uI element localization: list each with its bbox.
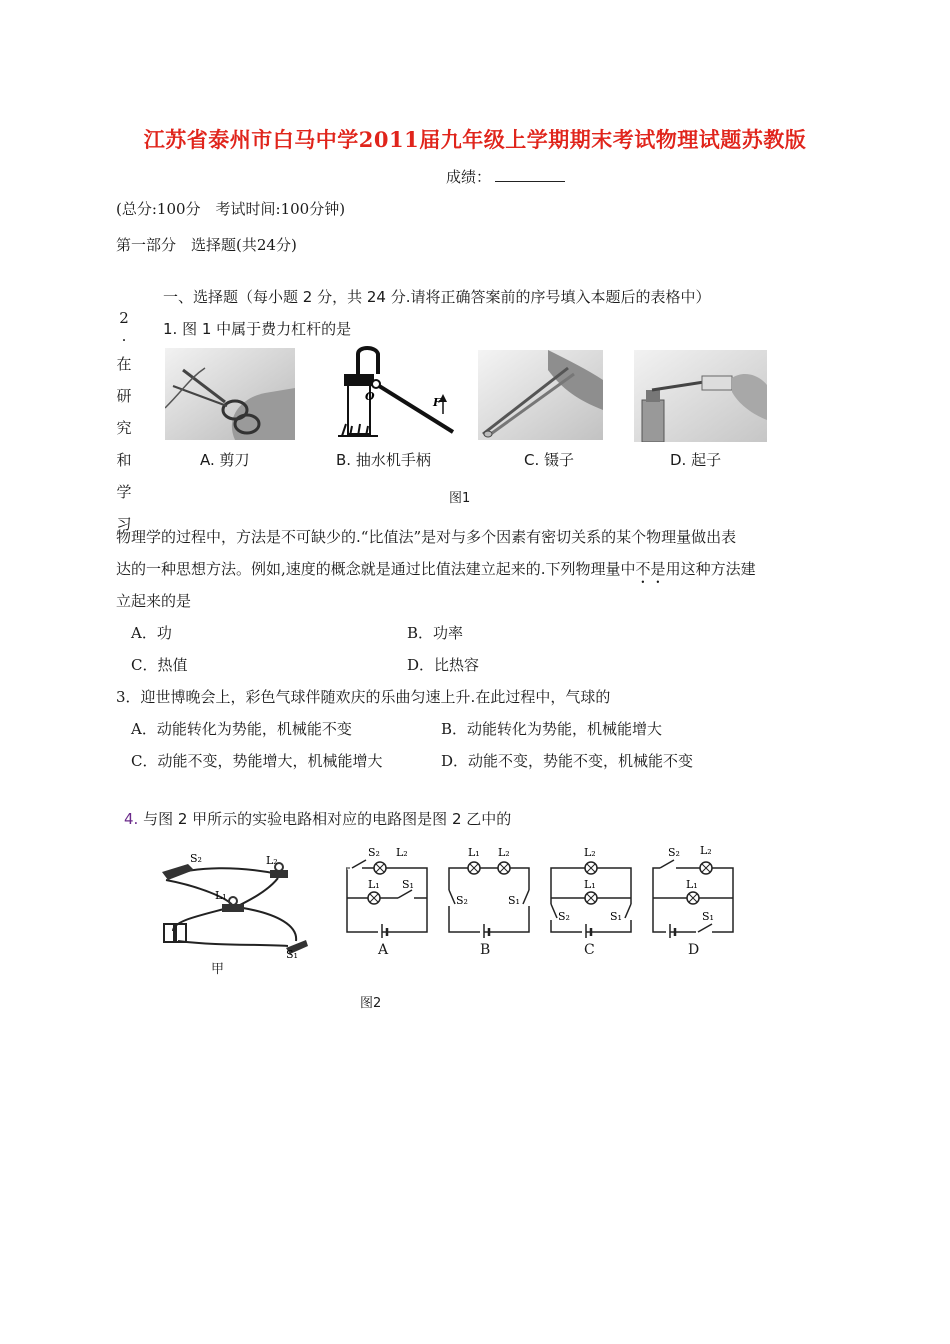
figure-2-caption: 图2	[360, 996, 382, 1011]
jia-l2-label: L₂	[266, 854, 278, 867]
q1-option-b: B. 抽水机手柄	[336, 451, 431, 469]
q4-number: 4.	[124, 810, 139, 828]
q2-line-2-pre: 达的一种思想方法。例如,速度的概念就是通过比值法建立起来的.下列物理量中	[116, 560, 636, 578]
figure-1-caption: 图1	[449, 491, 471, 506]
circuit-a-label: A	[378, 942, 389, 958]
q2-line-2-post: 用这种方法建	[665, 560, 756, 578]
q2-line-3: 立起来的是	[116, 592, 192, 610]
circuit-c-label: C	[584, 942, 595, 958]
pivot-label: O	[365, 390, 375, 403]
q3-stem: 3．迎世博晚会上，彩色气球伴随欢庆的乐曲匀速上升.在此过程中，气球的	[116, 688, 611, 706]
q1-option-a: A. 剪刀	[200, 451, 250, 469]
vert-char: .	[121, 327, 127, 345]
q2-line-2	[116, 558, 756, 587]
c-s2-label: S₂	[558, 910, 570, 923]
d-s1-label: S₁	[702, 910, 714, 923]
d-l1-label: L₁	[686, 878, 698, 891]
c-l2-label: L₂	[584, 846, 596, 859]
q2-option-c: C．热值	[131, 656, 188, 674]
circuit-d-diagram	[646, 842, 741, 938]
q2-option-b: B．功率	[407, 624, 464, 642]
bottle-opener-photo	[634, 350, 767, 442]
scissors-photo	[165, 348, 295, 440]
a-s1-label: S₁	[402, 878, 414, 891]
circuit-b-label: B	[480, 942, 491, 958]
q3-option-b: B．动能转化为势能，机械能增大	[441, 720, 663, 738]
a-s2-label: S₂	[368, 846, 380, 859]
force-label: F	[433, 396, 441, 409]
score-blank	[495, 167, 565, 182]
b-l1-label: L₁	[468, 846, 480, 859]
pump-handle-drawing	[318, 344, 458, 440]
q2-vertical-text	[116, 302, 132, 540]
d-s2-label: S₂	[668, 846, 680, 859]
q2-option-a: A．功	[131, 624, 172, 642]
part-one-heading: 第一部分 选择题(共24分)	[116, 236, 297, 254]
jia-s1-label: S₁	[286, 948, 298, 961]
vert-char: 学	[116, 483, 132, 501]
c-l1-label: L₁	[584, 878, 596, 891]
q1-stem: 1. 图 1 中属于费力杠杆的是	[163, 320, 352, 338]
q1-option-c: C. 镊子	[524, 451, 575, 469]
circuit-a-diagram	[340, 842, 435, 938]
vert-char: 习	[116, 515, 132, 533]
jia-label: 甲	[211, 962, 225, 977]
circuit-b-diagram	[442, 842, 537, 938]
jia-l1-label: L₁	[215, 889, 227, 902]
q3-option-a: A．动能转化为势能，机械能不变	[131, 720, 352, 738]
exam-info: (总分:100分 考试时间:100分钟)	[116, 200, 346, 218]
vert-char: 究	[116, 419, 132, 437]
q1-option-d: D. 起子	[670, 451, 722, 469]
b-s1-label: S₁	[508, 894, 520, 907]
circuit-physical-jia	[158, 846, 308, 976]
vert-char: 在	[116, 355, 132, 373]
tweezers-photo	[478, 350, 603, 440]
q2-option-d: D．比热容	[407, 656, 480, 674]
vert-char: 和	[116, 451, 132, 469]
c-s1-label: S₁	[610, 910, 622, 923]
d-l2-label: L₂	[700, 844, 712, 857]
a-l1-label: L₁	[368, 878, 380, 891]
circuit-c-diagram	[544, 842, 639, 938]
section-one-header: 一、选择题（每小题 2 分，共 24 分.请将正确答案前的序号填入本题后的表格中）	[163, 288, 711, 306]
q2-line-1: 物理学的过程中，方法是不可缺少的.“比值法”是对与多个因素有密切关系的某个物理量做出表	[116, 528, 737, 546]
score-field	[446, 166, 565, 187]
vert-char: 研	[116, 387, 132, 405]
q4-stem-line	[124, 808, 511, 829]
a-l2-label: L₂	[396, 846, 408, 859]
score-label: 成绩：	[446, 168, 492, 186]
b-l2-label: L₂	[498, 846, 510, 859]
q2-emphasis: 不是	[635, 560, 666, 578]
q4-stem: 与图 2 甲所示的实验电路相对应的电路图是图 2 乙中的	[143, 810, 512, 828]
q3-option-d: D．动能不变，势能不变，机械能不变	[441, 752, 694, 770]
page-title: 江苏省泰州市白马中学2011届九年级上学期期末考试物理试题苏教版	[143, 127, 807, 152]
b-s2-label: S₂	[456, 894, 468, 907]
vert-char: 2	[119, 309, 129, 327]
q3-option-c: C．动能不变，势能增大，机械能增大	[131, 752, 383, 770]
jia-s2-label: S₂	[190, 852, 202, 865]
circuit-d-label: D	[688, 942, 700, 958]
